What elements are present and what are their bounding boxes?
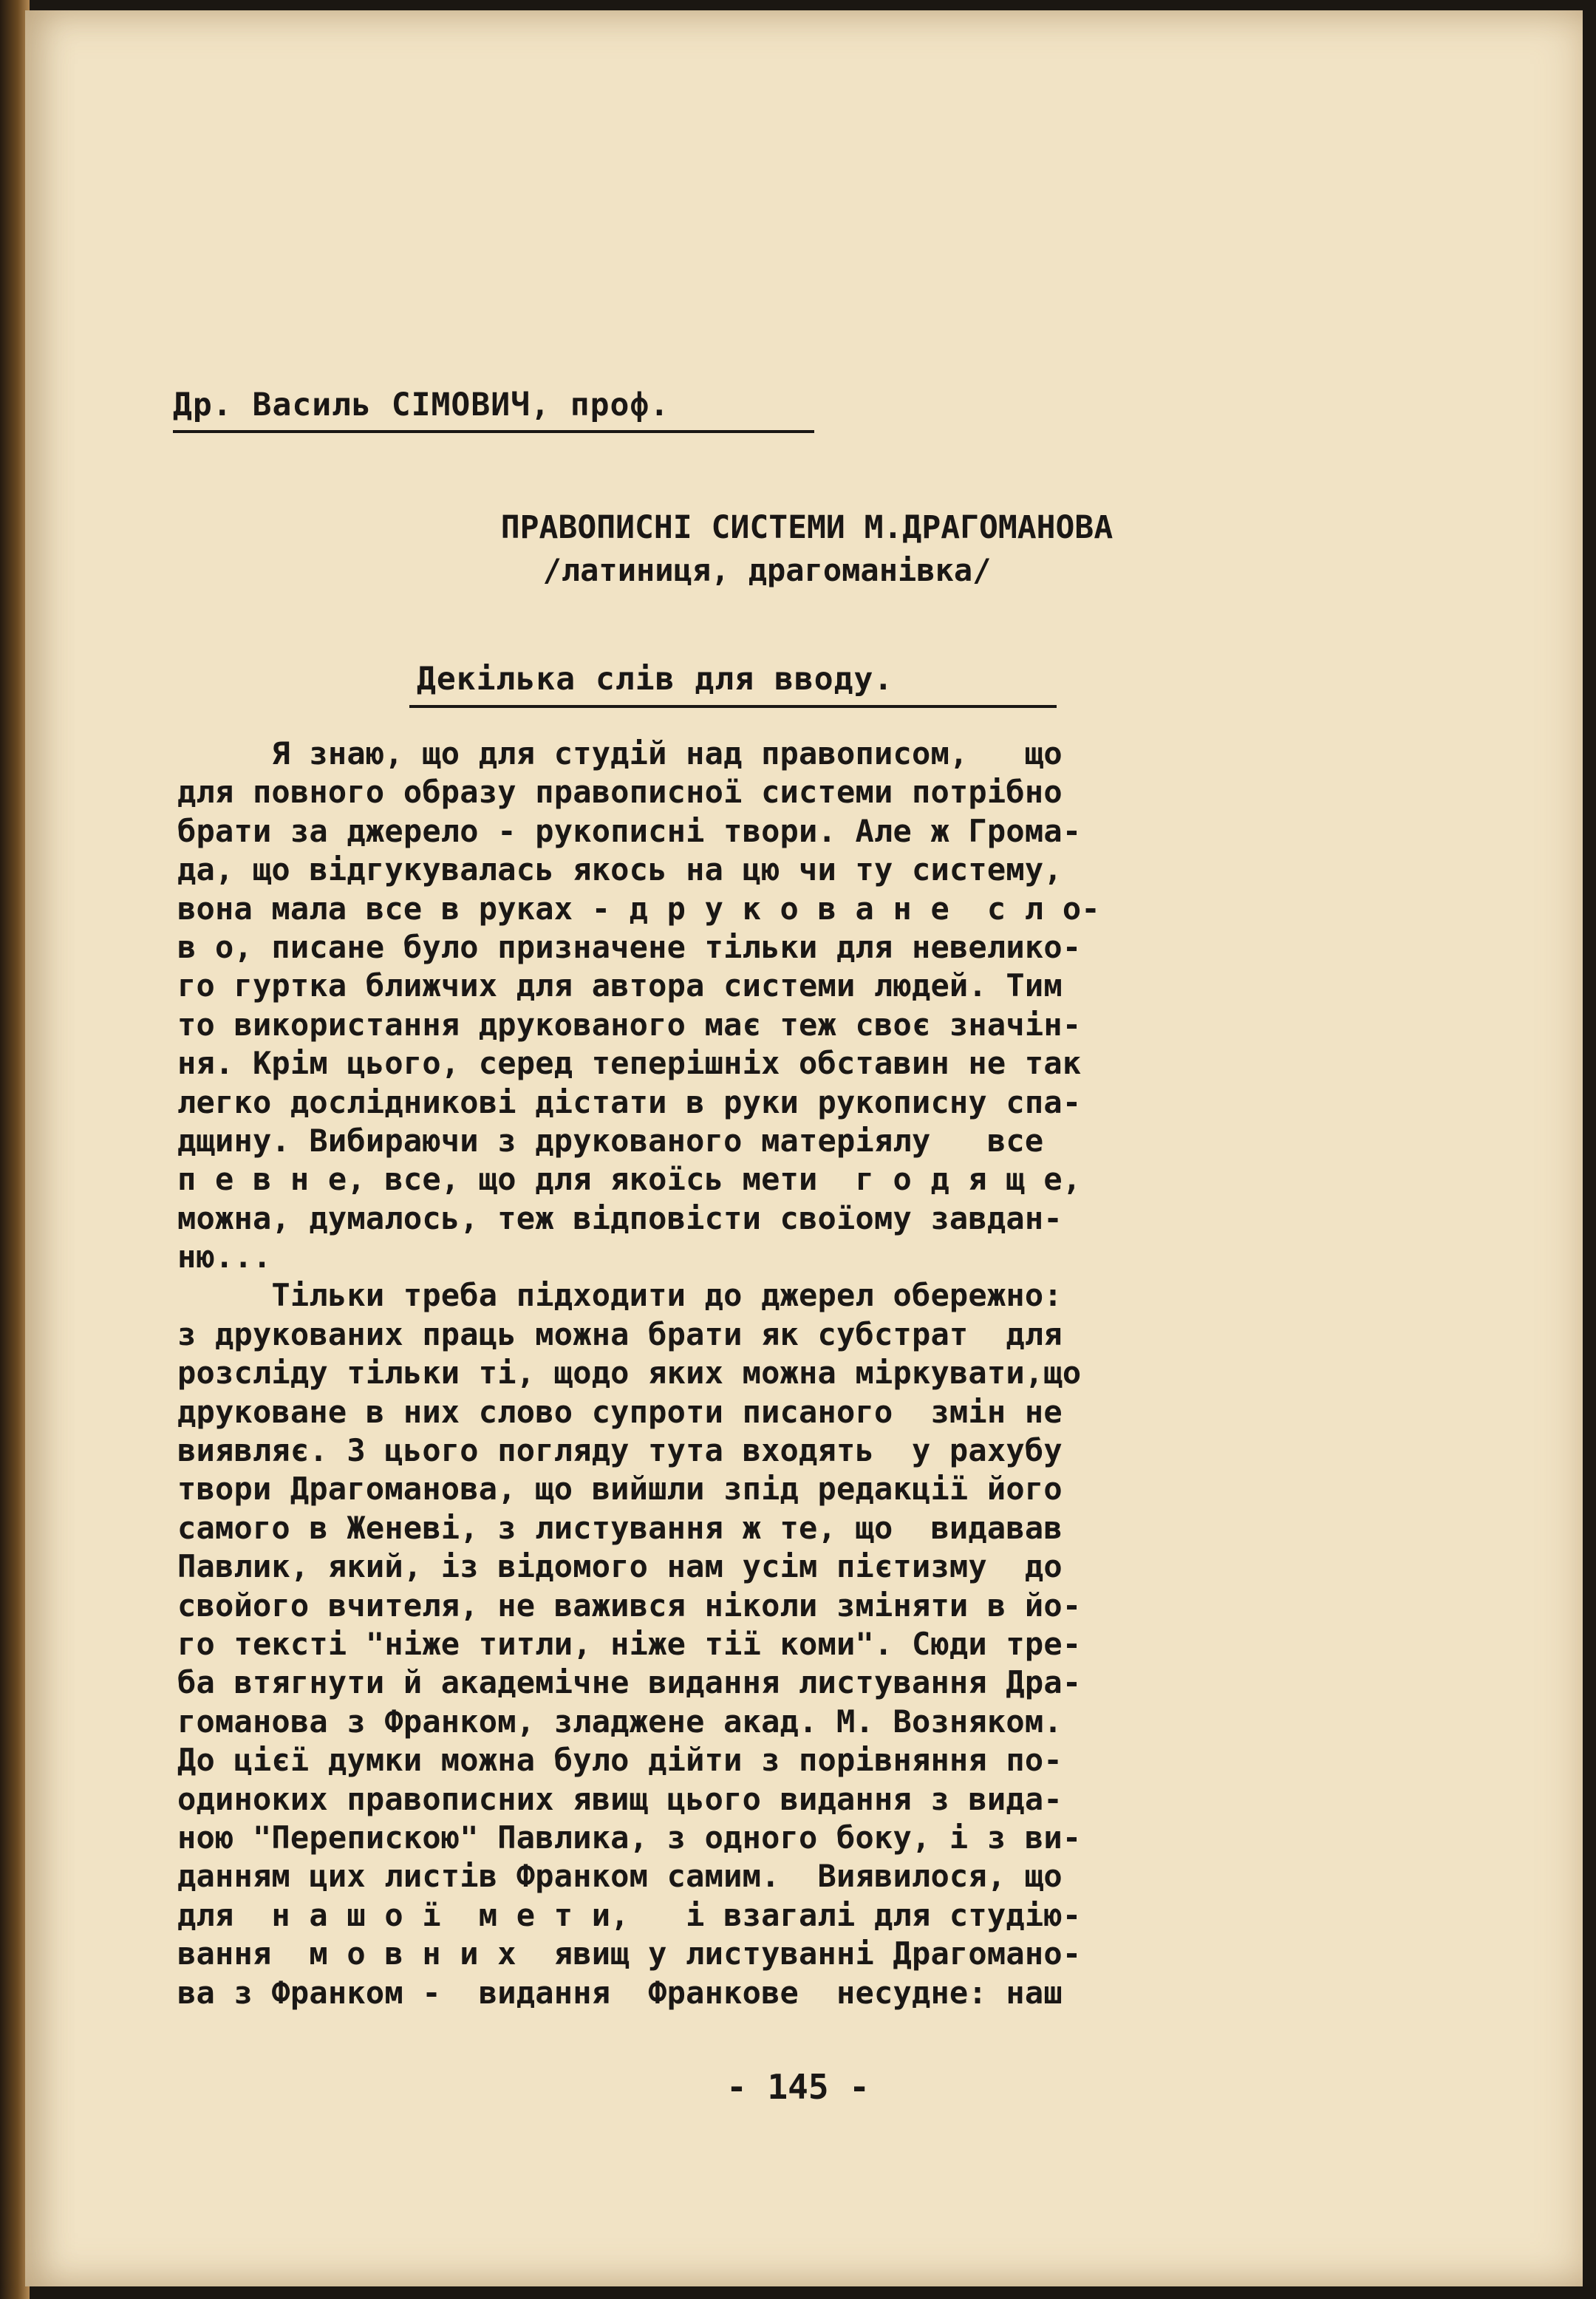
body-line: п е в н е, все, що для якоїсь мети г о д я щ е, [177,1161,1082,1198]
body-line: з друкованих праць можна брати як субстрат для [177,1315,1063,1352]
body-line: ня. Крім цього, серед теперішніх обставин не так [177,1045,1082,1082]
body-line: Тільки треба підходити до джерел обережно: [177,1277,1063,1314]
body-line: ва з Франком - видання Франкове несудне: наш [177,1974,1063,2011]
body-line: для н а ш о ї м е т и, і взагалі для студію- [177,1896,1082,1933]
body-line: одиноких правописних явищ цього видання з вида- [177,1780,1063,1817]
body-line: ною "Перепискою" Павлика, з одного боку, і з ви- [177,1819,1082,1856]
article-subtitle: /латиниця, драгоманівка/ [542,552,992,588]
author-underline [173,430,814,433]
body-line: Павлик, який, із відомого нам усім пієтизму до [177,1548,1063,1585]
body-line: розсліду тільки ті, щодо яких можна міркувати,що [177,1355,1082,1392]
body-line: Я знаю, що для студій над правописом, що [177,735,1063,772]
body-line: До цієї думки можна було дійти з порівняння по- [177,1742,1063,1779]
body-line: в о, писане було призначене тільки для невелико- [177,928,1082,965]
body-line: виявляє. З цього погляду тута входять у рахубу [177,1432,1063,1469]
body-text [177,735,1389,2012]
article-title: ПРАВОПИСНІ СИСТЕМИ М.ДРАГОМАНОВА [500,509,1114,546]
body-line: дщину. Вибираючи з друкованого матеріялу все [177,1122,1044,1159]
body-line: самого в Женеві, з листування ж те, що видавав [177,1509,1063,1546]
document-page [25,10,1583,2286]
body-line: брати за джерело - рукописні твори. Але ж Грома- [177,812,1082,849]
body-line: свойого вчителя, не важився ніколи зміняти в йо- [177,1587,1082,1624]
body-line: го тексті "ніже титли, ніже тії коми". Сюди тре- [177,1625,1082,1662]
body-line: твори Драгоманова, що вийшли зпід редакції його [177,1471,1063,1508]
body-line: друковане в них слово супроти писаного змін не [177,1393,1063,1430]
body-line: ба втягнути й академічне видання листування Дра- [177,1664,1082,1701]
body-line: легко дослідникові дістати в руки рукописну спа- [177,1083,1082,1120]
author-line: Др. Василь СІМОВИЧ, проф. [173,386,670,423]
body-line: данням цих листів Франком самим. Виявилося, що [177,1858,1063,1895]
body-line: вання м о в н и х явищ у листуванні Драгомано- [177,1935,1082,1972]
page-number: - 145 - [726,2067,870,2107]
body-line: ню... [177,1239,272,1275]
body-line: можна, думалось, теж відповісти своїому завдан- [177,1199,1063,1236]
body-line: для повного образу правописної системи потрібно [177,774,1063,811]
body-line: то використання друкованого має теж своє значін- [177,1006,1082,1043]
body-line: да, що відгукувалась якось на цю чи ту систему, [177,851,1063,888]
body-line: вона мала все в руках - д р у к о в а н е с л о- [177,890,1100,927]
body-line: го гуртка ближчих для автора системи людей. Тим [177,967,1063,1004]
body-line: гоманова з Франком, зладжене акад. М. Возняком. [177,1703,1063,1740]
section-heading: Декілька слів для вводу. [417,661,894,698]
section-underline [409,705,1057,708]
